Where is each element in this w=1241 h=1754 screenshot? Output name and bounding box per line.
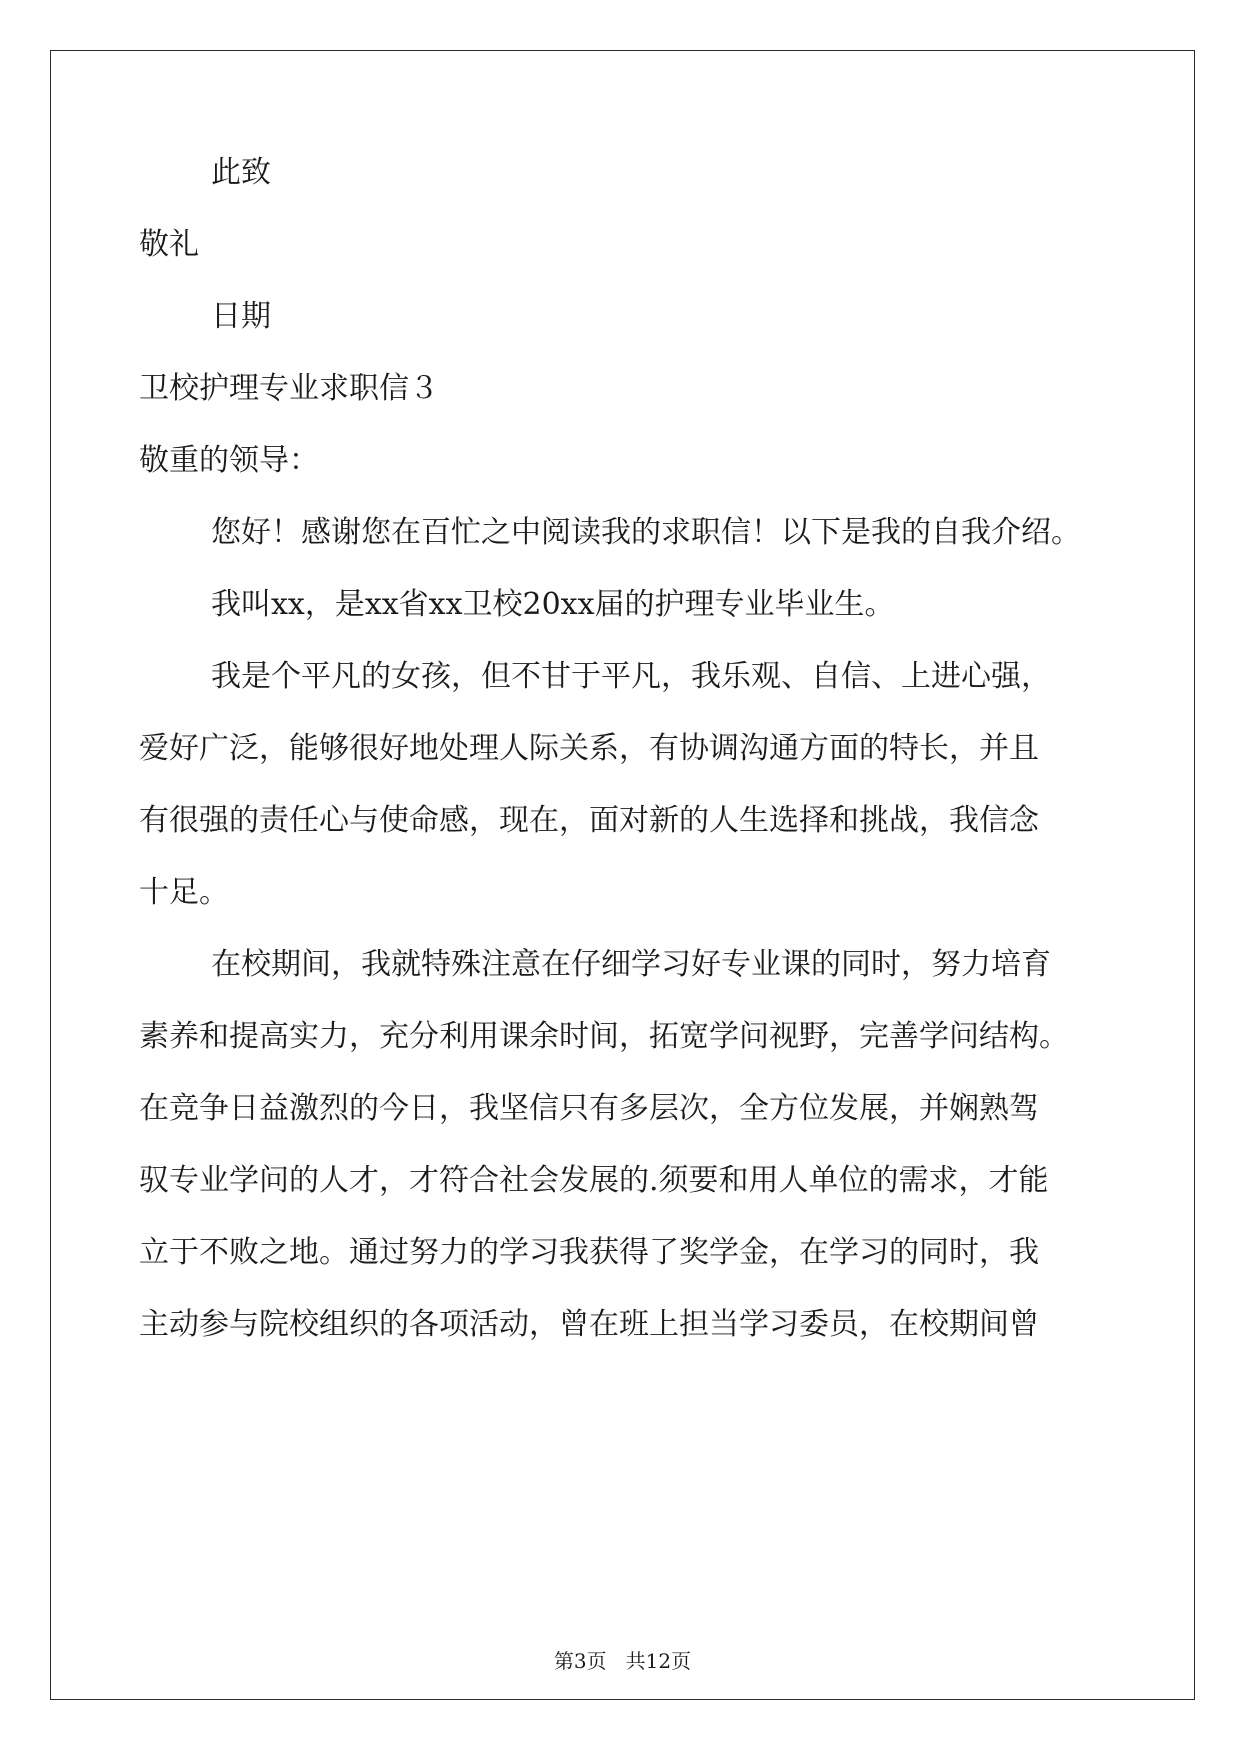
body-line: 驭专业学问的人才，才符合社会发展的.须要和用人单位的需求，才能 bbox=[139, 1163, 1049, 1198]
body-line: 主动参与院校组织的各项活动，曾在班上担当学习委员，在校期间曾 bbox=[139, 1307, 1039, 1342]
greeting-line: 敬重的领导： bbox=[139, 443, 319, 478]
body-line: 爱好广泛，能够很好地处理人际关系，有协调沟通方面的特长，并且 bbox=[139, 731, 1039, 766]
body-line: 我是个平凡的女孩，但不甘于平凡，我乐观、自信、上进心强， bbox=[211, 659, 1051, 694]
body-line: 十足。 bbox=[139, 875, 229, 910]
body-line: 立于不败之地。通过努力的学习我获得了奖学金，在学习的同时，我 bbox=[139, 1235, 1039, 1270]
body-line: 在校期间，我就特殊注意在仔细学习好专业课的同时，努力培育 bbox=[211, 947, 1051, 982]
document-page bbox=[50, 50, 1195, 1700]
closing-line: 此致 bbox=[211, 155, 271, 190]
body-line: 素养和提高实力，充分利用课余时间，拓宽学问视野，完善学问结构。 bbox=[139, 1019, 1069, 1054]
salutation-line: 敬礼 bbox=[139, 227, 199, 262]
date-line: 日期 bbox=[211, 299, 271, 334]
section-title: 卫校护理专业求职信３ bbox=[139, 371, 439, 406]
body-line: 有很强的责任心与使命感，现在，面对新的人生选择和挑战，我信念 bbox=[139, 803, 1039, 838]
body-line: 您好！感谢您在百忙之中阅读我的求职信！以下是我的自我介绍。 bbox=[211, 515, 1081, 550]
body-line: 在竞争日益激烈的今日，我坚信只有多层次，全方位发展，并娴熟驾 bbox=[139, 1091, 1039, 1126]
body-line: 我叫xx，是xx省xx卫校20xx届的护理专业毕业生。 bbox=[211, 587, 895, 622]
page-number-footer: 第3页 共12页 bbox=[553, 1649, 692, 1673]
